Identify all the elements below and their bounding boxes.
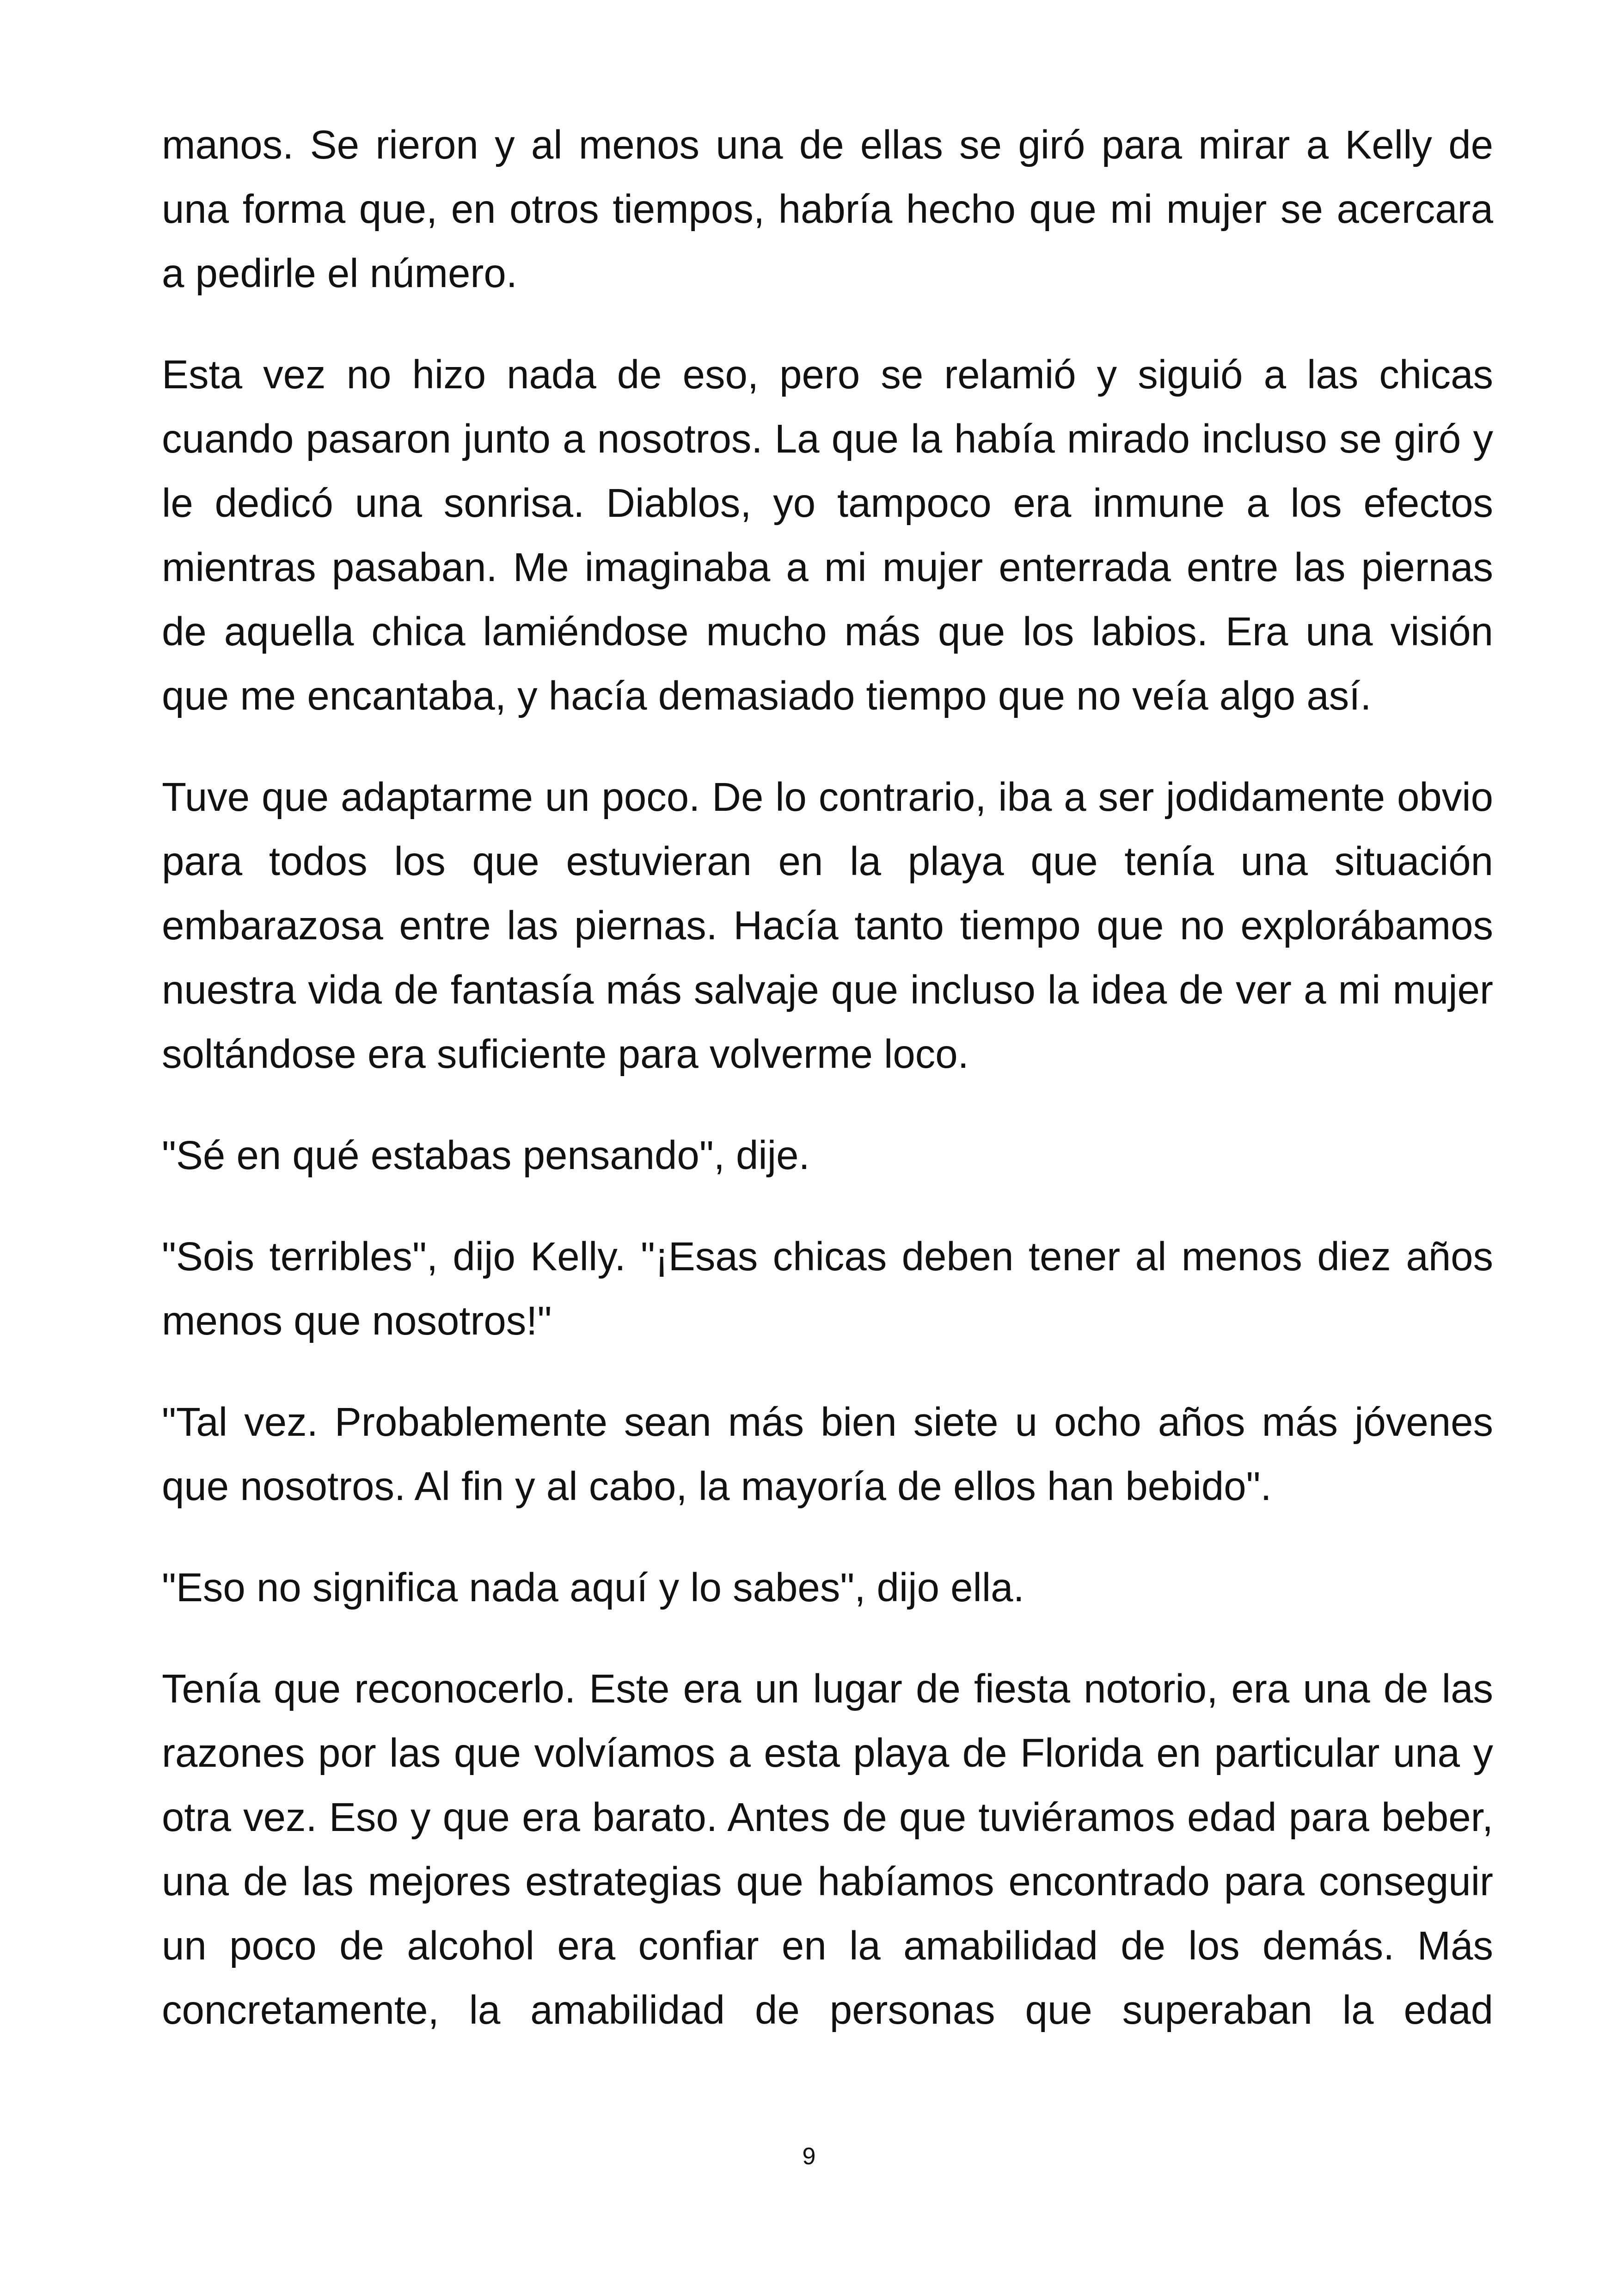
page-number: 9 [802,2143,816,2170]
paragraph-1: manos. Se rieron y al menos una de ellas se giró para mirar a Kelly de una forma que, en otros tiempos, habría hecho que mi mujer se acercara a pedirle el número. [162,122,1493,296]
paragraph-6: "Tal vez. Probablemente sean más bien siete u ocho años más jóvenes que nosotros. Al fin y al cabo, la mayoría de ellos han bebido". [162,1400,1493,1509]
paragraph-3: Tuve que adaptarme un poco. De lo contrario, iba a ser jodidamente obvio para todos los que estuvieran en la playa que tenía una situación embarazosa entre las piernas. Hacía tanto tiempo que no explorábamos nuestra vida de fantasía más salvaje que incluso la idea de ver a mi mujer soltándose era suficiente para volverme loco. [162,775,1493,1077]
paragraph-8: Tenía que reconocerlo. Este era un lugar de fiesta notorio, era una de las razones por las que volvíamos a esta playa de Florida en particular una y otra vez. Eso y que era barato. Antes de que tuviéramos edad para beber, una de las mejores estrategias que habíamos encontrado para conseguir un poco de alcohol era confiar en la amabilidad de los demás. Más concretamente, la amabilidad de personas que superaban la edad [162,1666,1493,2033]
paragraph-7: "Eso no significa nada aquí y lo sabes", dijo ella. [162,1565,1024,1610]
paragraph-5: "Sois terribles", dijo Kelly. "¡Esas chicas deben tener al menos diez años menos que nosotros!" [162,1234,1493,1343]
paragraph-2: Esta vez no hizo nada de eso, pero se relamió y siguió a las chicas cuando pasaron junto a nosotros. La que la había mirado incluso se giró y le dedicó una sonrisa. Diablos, yo tampoco era inmune a los efectos mientras pasaban. Me imaginaba a mi mujer enterrada entre las piernas de aquella chica lamiéndose mucho más que los labios. Era una visión que me encantaba, y hacía demasiado tiempo que no veía algo así. [162,352,1493,718]
paragraph-4: "Sé en qué estabas pensando", dije. [162,1133,810,1178]
body-text [162,113,1493,2079]
